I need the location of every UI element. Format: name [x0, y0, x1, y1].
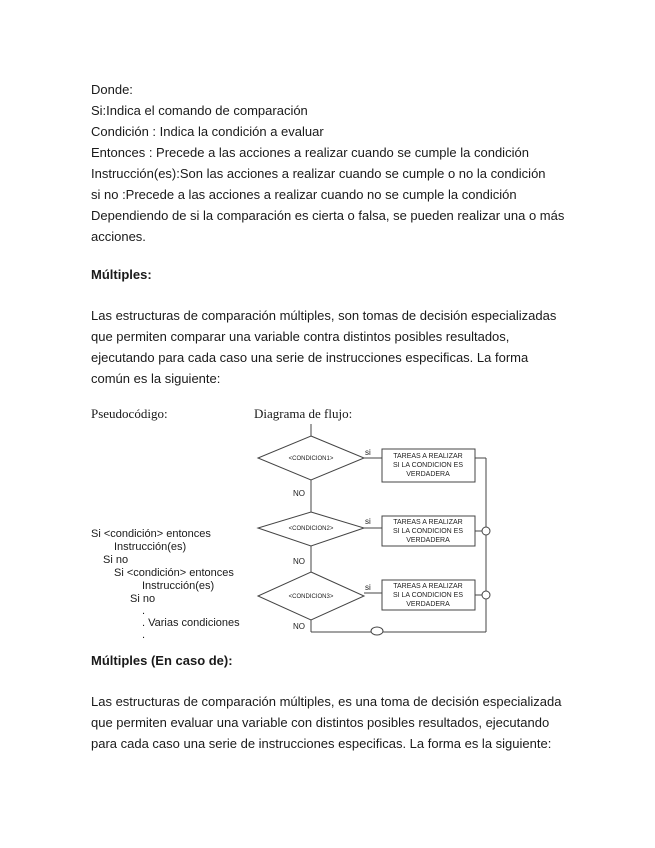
connector-circle — [482, 527, 490, 535]
paragraph-line: común es la siguiente: — [91, 371, 221, 386]
intro-line: acciones. — [91, 229, 146, 244]
flowchart-label: Diagrama de flujo: — [254, 406, 353, 421]
intro-line: Donde: — [91, 82, 133, 97]
pseudocode-line: . — [142, 629, 146, 641]
intro-line: Si:Indica el comando de comparación — [91, 103, 308, 118]
condition-label: <CONDICION2> — [288, 526, 334, 532]
pseudocode-label: Pseudocódigo: — [91, 406, 168, 421]
paragraph-line: para cada caso una serie de instrucciones especificas. La forma es la siguiente: — [91, 736, 552, 751]
task-text: SI LA CONDICION ES — [392, 462, 464, 469]
condition-label: <CONDICION3> — [288, 594, 334, 600]
paragraph-line: que permiten comparar una variable contra distintos posibles resultados, — [91, 329, 510, 344]
paragraph-line: Las estructuras de comparación múltiples, es una toma de decisión especializada — [91, 694, 562, 709]
pseudocode-line: Instrucción(es) — [142, 580, 215, 592]
task-text: TAREAS A REALIZAR — [393, 453, 463, 460]
intro-line: Instrucción(es):Son las acciones a realizar cuando se cumple o no la condición — [91, 166, 546, 181]
task-text: VERDADERA — [406, 537, 450, 544]
task-text: VERDADERA — [406, 601, 450, 608]
yes-label: si — [365, 583, 371, 592]
pseudocode-line: Si <condición> entonces — [91, 528, 211, 540]
intro-line: Dependiendo de si la comparación es cierta o falsa, se pueden realizar una o más — [91, 208, 565, 223]
no-label: NO — [293, 489, 305, 498]
intro-line: si no :Precede a las acciones a realizar cuando no se cumple la condición — [91, 187, 517, 202]
section-heading-multiples: Múltiples: — [91, 267, 152, 282]
pseudocode-line: . — [142, 605, 146, 617]
no-label: NO — [293, 622, 305, 631]
paragraph-line: Las estructuras de comparación múltiples, son tomas de decisión especializadas — [91, 308, 557, 323]
paragraph-line: ejecutando para cada caso una serie de instrucciones especificas. La forma — [91, 350, 529, 365]
task-text: SI LA CONDICION ES — [392, 528, 464, 535]
task-text: VERDADERA — [406, 471, 450, 478]
connector-circle — [482, 591, 490, 599]
pseudocode-line: Si <condición> entonces — [114, 567, 234, 579]
task-text: TAREAS A REALIZAR — [393, 583, 463, 590]
no-label: NO — [293, 557, 305, 566]
section-heading-multiples-case: Múltiples (En caso de): — [91, 653, 233, 668]
task-text: SI LA CONDICION ES — [392, 592, 464, 599]
yes-label: si — [365, 517, 371, 526]
intro-line: Entonces : Precede a las acciones a realizar cuando se cumple la condición — [91, 145, 529, 160]
pseudocode-line: . Varias condiciones — [142, 617, 240, 629]
paragraph-line: que permiten evaluar una variable con distintos posibles resultados, ejecutando — [91, 715, 550, 730]
condition-label: <CONDICION1> — [288, 456, 334, 462]
intro-line: Condición : Indica la condición a evaluar — [91, 124, 324, 139]
pseudocode-line: Instrucción(es) — [114, 541, 187, 553]
connector-circle — [371, 627, 383, 635]
task-text: TAREAS A REALIZAR — [393, 519, 463, 526]
pseudocode-line: Si no — [130, 593, 156, 605]
yes-label: si — [365, 448, 371, 457]
pseudocode-line: Si no — [103, 554, 129, 566]
